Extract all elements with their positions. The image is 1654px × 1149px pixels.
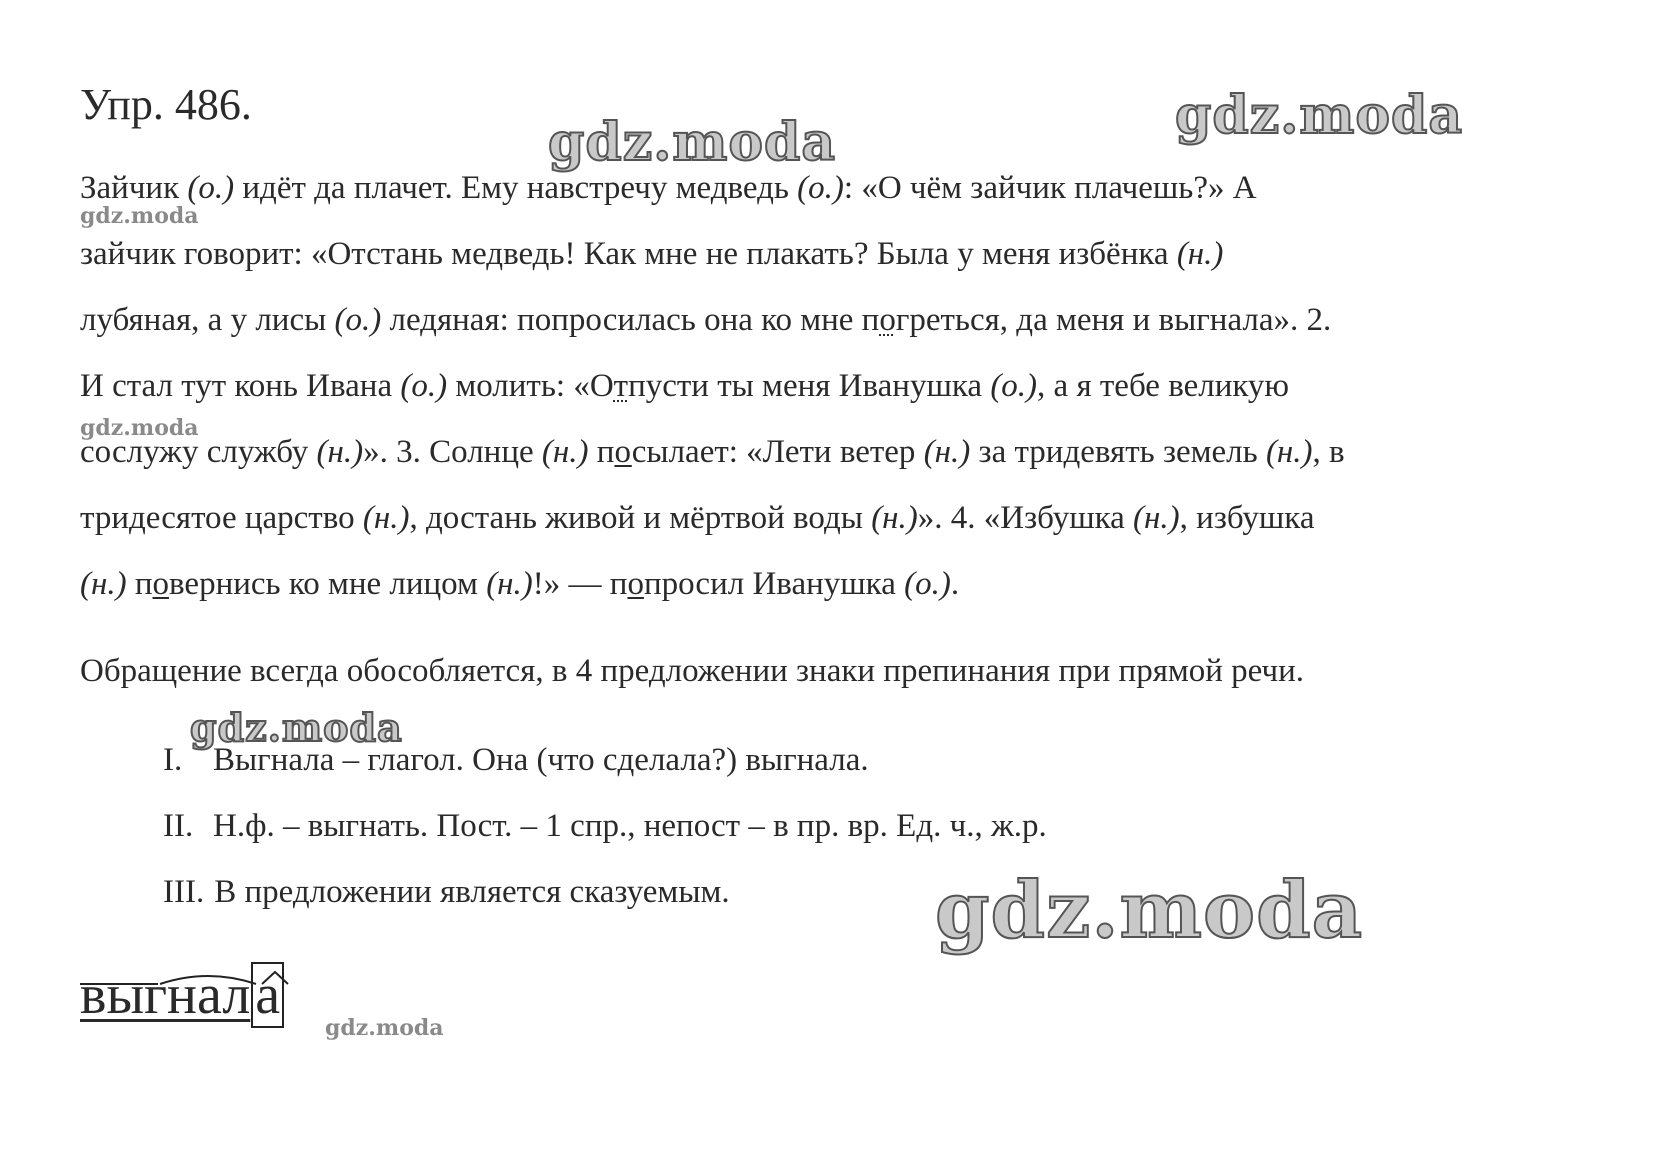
mark-address: (о.) (400, 368, 448, 404)
mark-address: (н.) (871, 500, 918, 536)
text-segment: за тридевять земель (970, 434, 1266, 470)
text-segment: сылает: «Лети ветер (631, 434, 924, 470)
text-segment: пусти ты меня Иванушка (628, 368, 991, 404)
text-segment: п (126, 566, 153, 602)
watermark-small-2: gdz.moda (80, 415, 199, 441)
text-line-2 (80, 234, 1223, 274)
watermark-large-1: gdz.moda (548, 112, 837, 173)
mark-address: (о.) (990, 368, 1038, 404)
analysis-number: I. (163, 742, 183, 778)
unstressed-vowel: о (627, 566, 644, 602)
text-segment: !» — п (532, 566, 628, 602)
text-segment: молить: «О (447, 368, 614, 404)
text-line-1 (80, 168, 1257, 208)
mark-address: (н.) (923, 434, 971, 470)
analysis-number: II. (163, 808, 194, 844)
mark-address: (н.) (80, 566, 127, 602)
text-segment: зайчик говорит: «Отстань медведь! Как мне не плакать? Была у меня избёнка (80, 236, 1177, 272)
text-line-4 (80, 366, 1289, 406)
text-segment: Зайчик (80, 170, 188, 206)
analysis-text: Выгнала – глагол. Она (что сделала?) выгнала. (213, 742, 869, 778)
text-segment: греться, да меня и выгнала». 2. (895, 302, 1332, 338)
exercise-title: Упр. 486. (80, 80, 252, 129)
analysis-item-2 (163, 806, 1047, 846)
text-segment: : «О чём зайчик плачешь?» А (843, 170, 1257, 206)
text-segment: вернись ко мне лицом (169, 566, 487, 602)
text-segment: ». 4. «Избушка (917, 500, 1134, 536)
mark-address: (о.) (904, 566, 951, 602)
text-line-6 (80, 498, 1314, 538)
text-line-3 (80, 300, 1331, 340)
mark-address: (н.) (541, 434, 589, 470)
text-segment: сослужу службу (80, 434, 317, 470)
watermark-large-3: gdz.moda (190, 705, 403, 750)
mark-address: (н.) (362, 500, 410, 536)
text-segment: , достань живой и мёртвой воды (409, 500, 872, 536)
analysis-number: III. (163, 874, 205, 910)
text-segment: п (588, 434, 615, 470)
unstressed-vowel: о (879, 302, 896, 338)
analysis-item-3 (163, 872, 730, 912)
text-line-5 (80, 432, 1345, 472)
unstressed-vowel: о (614, 434, 632, 470)
text-line-7 (80, 564, 959, 604)
text-segment: просил Иванушка (643, 566, 905, 602)
mark-address: (н.) (1176, 236, 1224, 272)
mark-address: (о.) (797, 170, 844, 206)
watermark-large-2: gdz.moda (1175, 85, 1464, 146)
summary-text: Обращение всегда обособляется, в 4 предложении знаки препинания при прямой речи. (80, 653, 1305, 689)
text-segment: , а я тебе великую (1037, 368, 1290, 404)
unstressed-vowel: о (152, 566, 170, 602)
text-segment: . (950, 566, 960, 602)
mark-address: (н.) (486, 566, 533, 602)
text-segment: ледяная: попросилась она ко мне п (381, 302, 880, 338)
analysis-text: Н.ф. – выгнать. Пост. – 1 спр., непост – в пр. вр. Ед. ч., ж.р. (213, 808, 1047, 844)
marked-consonant: т (613, 368, 629, 404)
morphemic-word (80, 965, 284, 1025)
text-segment: идёт да плачет. Ему навстречу медведь (234, 170, 798, 206)
mark-address: (о.) (187, 170, 235, 206)
watermark-small-1: gdz.moda (80, 203, 199, 229)
mark-address: (о.) (334, 302, 382, 338)
text-segment: И стал тут конь Ивана (80, 368, 401, 404)
text-segment: , в (1312, 434, 1345, 470)
watermark-small-3: gdz.moda (325, 1015, 444, 1041)
analysis-text: В предложении является сказуемым. (214, 874, 730, 910)
word-ending: а (251, 962, 284, 1028)
text-segment: , избушка (1179, 500, 1315, 536)
watermark-large-4: gdz.moda (935, 865, 1364, 956)
mark-address: (н.) (1133, 500, 1180, 536)
mark-address: (н.) (1265, 434, 1313, 470)
mark-address: (н.) (316, 434, 364, 470)
text-segment: ». 3. Солнце (363, 434, 542, 470)
text-segment: лубяная, а у лисы (80, 302, 335, 338)
analysis-item-1 (163, 740, 869, 780)
word-stem: выгнал (80, 964, 251, 1026)
text-segment: тридесятое царство (80, 500, 363, 536)
